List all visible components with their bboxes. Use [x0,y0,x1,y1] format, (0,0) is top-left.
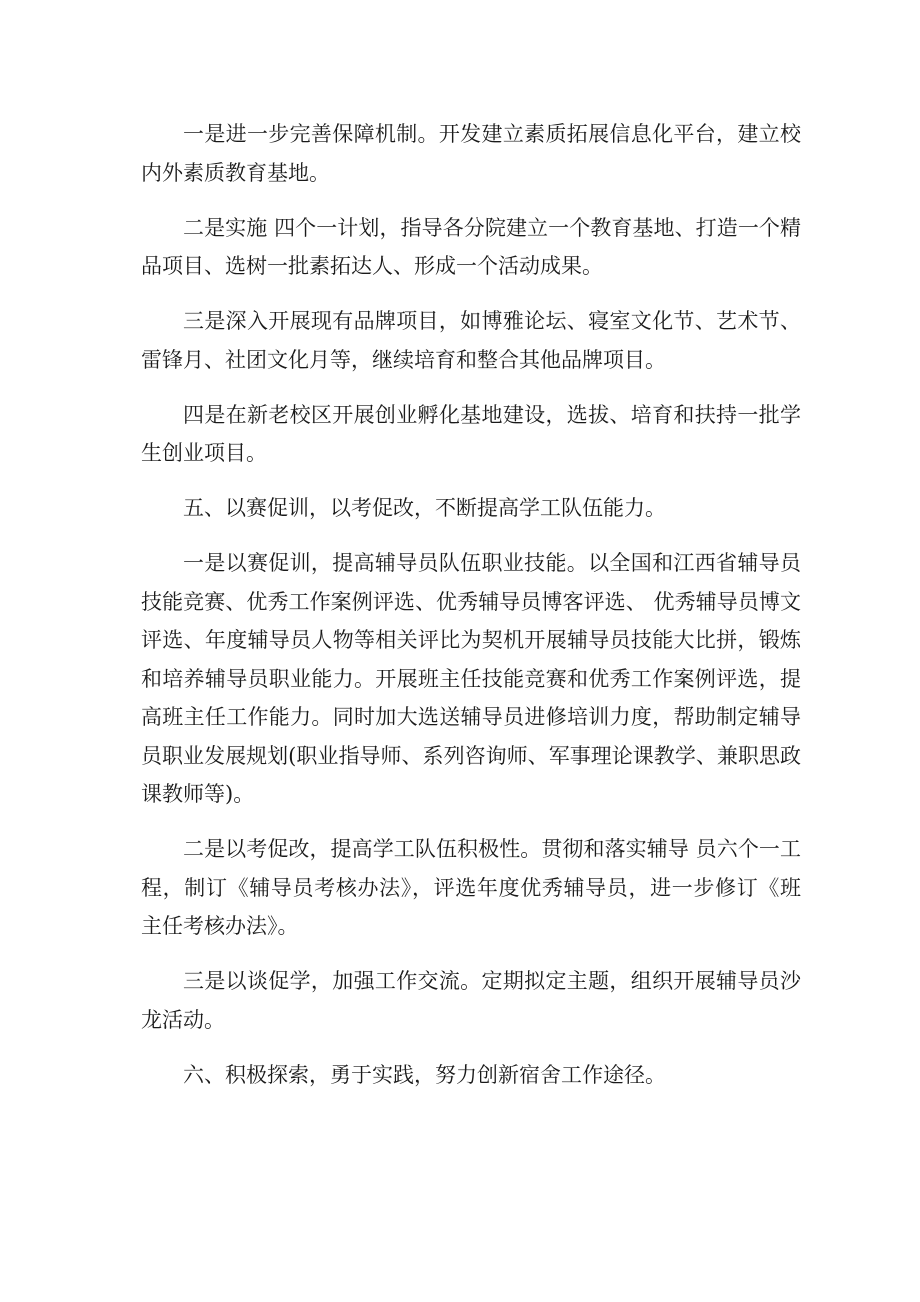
document-body [141,115,801,1111]
paragraph-salon-activities: 三是以谈促学，加强工作交流。定期拟定主题，组织开展辅导员沙龙活动。 [141,969,801,1032]
paragraph-assessment-reform: 二是以考促改，提高学工队伍积极性。贯彻和落实辅导 员六个一工程，制订《辅导员考核办法》，评选年度优秀辅导员，进一步修订《班主任考核办法》。 [141,837,801,938]
section-heading-six: 六、积极探索，勇于实践，努力创新宿舍工作途径。 [183,1062,666,1087]
section-heading-five: 五、以赛促训，以考促改，不断提高学工队伍能力。 [183,496,666,520]
paragraph-incubation-base: 四是在新老校区开展创业孵化基地建设，选拔、培育和扶持一批学生创业项目。 [141,402,801,465]
paragraph-competition-training: 一是以赛促训，提高辅导员队伍职业技能。以全国和江西省辅导员技能竞赛、优秀工作案例评选、优秀辅导员博客评选、 优秀辅导员博文评选、年度辅导员人物等相关评比为契机开展辅导员技能大比拼，锻炼和培养辅导员职业能力。开展班主任技能竞赛和优秀工作案例评选，提高班主任工作能力。同时加大选送辅导员进修培训力度，帮助制定辅导员职业发展规划(职业指导师、系列咨询师、军事理论课教学、兼职思政课教师等)。 [141,551,801,806]
paragraph-brand-projects: 三是深入开展现有品牌项目，如博雅论坛、寝室文化节、艺术节、雷锋月、社团文化月等，继续培育和整合其他品牌项目。 [141,309,801,372]
paragraph-guarantee-mechanism: 一是进一步完善保障机制。开发建立素质拓展信息化平台，建立校内外素质教育基地。 [141,122,801,185]
paragraph-four-one-plan: 二是实施 四个一计划，指导各分院建立一个教育基地、打造一个精品项目、选树一批素拓达人、形成一个活动成果。 [141,215,801,278]
